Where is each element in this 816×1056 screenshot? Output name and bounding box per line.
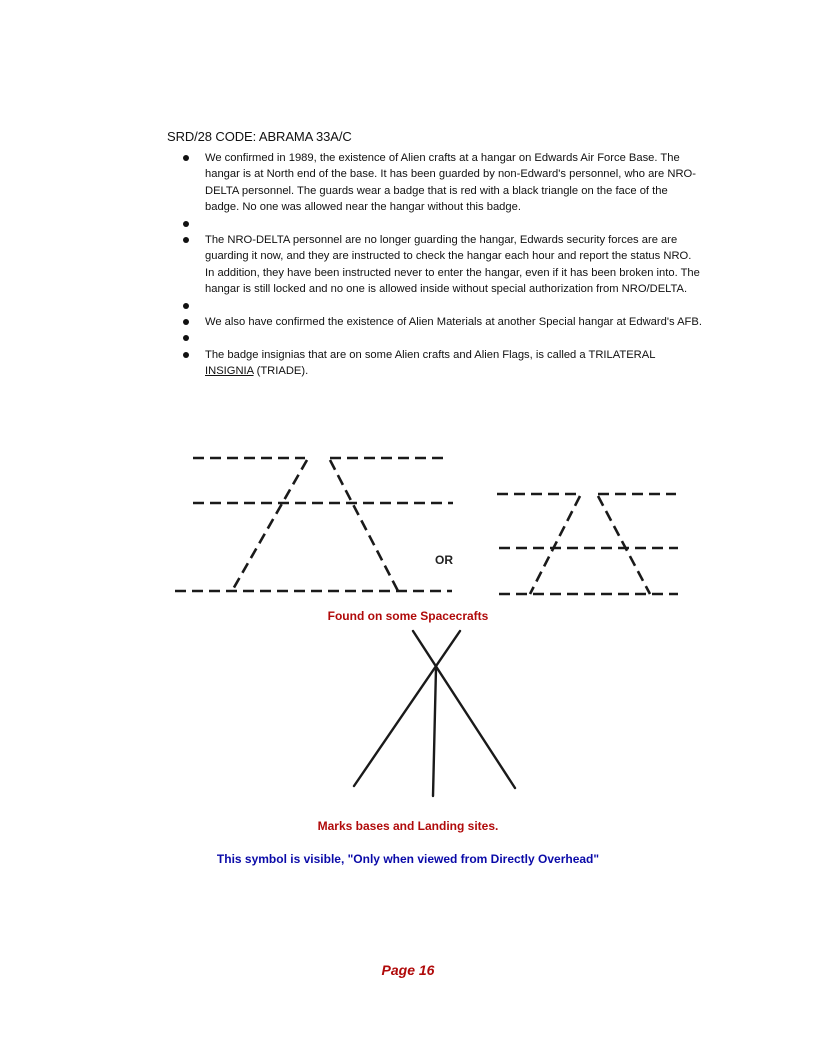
bullet-text: We also have confirmed the existence of Alien Materials at another Special hangar at Edward's AFB. [205,316,702,329]
solid-line [354,631,460,786]
caption-overhead: This symbol is visible, "Only when viewed from Directly Overhead" [216,852,600,866]
landing-site-symbol [354,631,515,796]
small-trilateral-symbol [497,494,678,594]
insignia-underlined: INSIGNIA [205,365,254,378]
caption-bases: Marks bases and Landing sites. [317,819,499,833]
bullet-text: We confirmed in 1989, the existence of Alien crafts at a hangar on Edwards Air Force Base. The hangar is at North end of the base. It has been guarded by non-Edward's personnel, who are NRO-DELTA personnel. The guards wear a badge that is red with a black triangle on the face of the badge. No one was allowed near the hangar without this badge. [205,152,696,214]
solid-line [413,631,515,788]
document-heading: SRD/28 CODE: ABRAMA 33A/C [167,129,352,144]
bullet-text-end: (TRIADE). [253,365,309,378]
large-trilateral-symbol [175,458,453,591]
solid-line [433,668,436,796]
dashed-line [530,496,580,594]
dashed-line [330,460,398,591]
caption-spacecrafts: Found on some Spacecrafts [327,609,489,623]
or-label: OR [435,553,453,567]
bullet-text: The NRO-DELTA personnel are no longer guarding the hangar, Edwards security forces are are guarding it now, and they are instructed to check the hangar each hour and report the status NRO. In addition, they have been instructed never to enter the hangar, even if it has been broken into. The hangar is still locked and no one is allowed inside without special authorization from NRO/DELTA. [205,234,700,296]
page-number: Page 16 [381,962,435,978]
bullet-text-start: The badge insignias that are on some Alien crafts and Alien Flags, is called a TRILATERAL [205,348,656,361]
dashed-line [232,460,307,591]
dashed-line [598,496,650,594]
